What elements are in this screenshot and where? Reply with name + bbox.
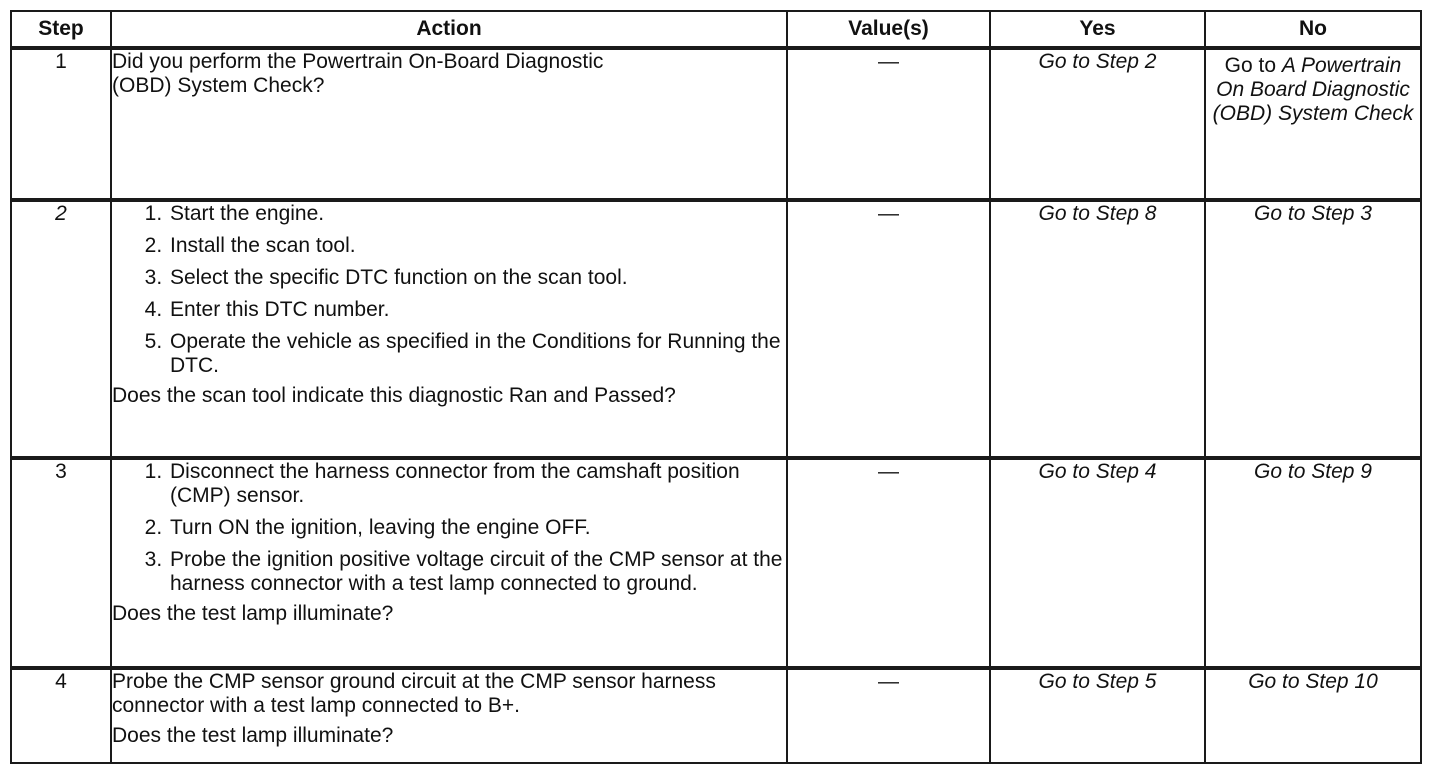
yes-link[interactable]: Go to Step 5 xyxy=(990,668,1205,763)
value-cell xyxy=(787,48,990,200)
header-step: Step xyxy=(11,11,111,48)
no-link[interactable]: Go to Step 9 xyxy=(1205,458,1421,668)
step-number: 1 xyxy=(11,48,111,200)
table-row-step-1 xyxy=(11,48,1421,200)
action-cell xyxy=(111,668,787,763)
no-link[interactable]: Go to Step 3 xyxy=(1205,200,1421,458)
step-number: 3 xyxy=(11,458,111,668)
table-row-step-2 xyxy=(11,200,1421,458)
no-link[interactable] xyxy=(1205,48,1421,200)
action-steps-list xyxy=(112,202,786,378)
diagnostic-table-wrapper xyxy=(10,10,1420,764)
no-link[interactable]: Go to Step 10 xyxy=(1205,668,1421,763)
table-row-step-3 xyxy=(11,458,1421,668)
header-action: Action xyxy=(111,11,787,48)
action-step: 4. Enter this DTC number. xyxy=(168,298,786,322)
action-cell xyxy=(111,200,787,458)
action-step: 3. Select the specific DTC function on the scan tool. xyxy=(168,266,786,290)
header-no: No xyxy=(1205,11,1421,48)
no-link-prefix: Go to xyxy=(1224,54,1277,77)
action-steps-list xyxy=(112,460,786,596)
header-row xyxy=(11,11,1421,48)
action-cell xyxy=(111,458,787,668)
action-cell xyxy=(111,48,787,200)
yes-link[interactable]: Go to Step 2 xyxy=(990,48,1205,200)
step-number: 2 xyxy=(11,200,111,458)
value-cell xyxy=(787,668,990,763)
action-step: 5. Operate the vehicle as specified in the Conditions for Running the DTC. xyxy=(168,330,786,378)
step-number: 4 xyxy=(11,668,111,763)
header-yes: Yes xyxy=(990,11,1205,48)
action-step: 1. Start the engine. xyxy=(168,202,786,226)
action-step: 3. Probe the ignition positive voltage circuit of the CMP sensor at the harness connector with a test lamp connected to ground. xyxy=(168,548,786,596)
action-text: Probe the CMP sensor ground circuit at the CMP sensor harness connector with a test lamp connected to B+. xyxy=(112,670,716,717)
value-cell xyxy=(787,458,990,668)
diagnostic-table xyxy=(10,10,1422,764)
table-row-step-4 xyxy=(11,668,1421,763)
yes-link[interactable]: Go to Step 8 xyxy=(990,200,1205,458)
action-step: 2. Turn ON the ignition, leaving the engine OFF. xyxy=(168,516,786,540)
value-dash: — xyxy=(878,202,899,225)
header-values: Value(s) xyxy=(787,11,990,48)
value-cell xyxy=(787,200,990,458)
action-question: Did you perform the Powertrain On-Board Diagnostic (OBD) System Check? xyxy=(112,50,604,97)
action-question: Does the scan tool indicate this diagnostic Ran and Passed? xyxy=(112,384,676,407)
action-step: 2. Install the scan tool. xyxy=(168,234,786,258)
action-question: Does the test lamp illuminate? xyxy=(112,724,394,747)
action-question: Does the test lamp illuminate? xyxy=(112,602,394,625)
value-dash: — xyxy=(878,460,899,483)
value-dash: — xyxy=(878,50,899,73)
action-step: 1. Disconnect the harness connector from the camshaft position (CMP) sensor. xyxy=(168,460,786,508)
no-link-target[interactable]: A Powertrain On Board Diagnostic (OBD) System Check xyxy=(1212,54,1414,125)
yes-link[interactable]: Go to Step 4 xyxy=(990,458,1205,668)
value-dash: — xyxy=(878,670,899,693)
